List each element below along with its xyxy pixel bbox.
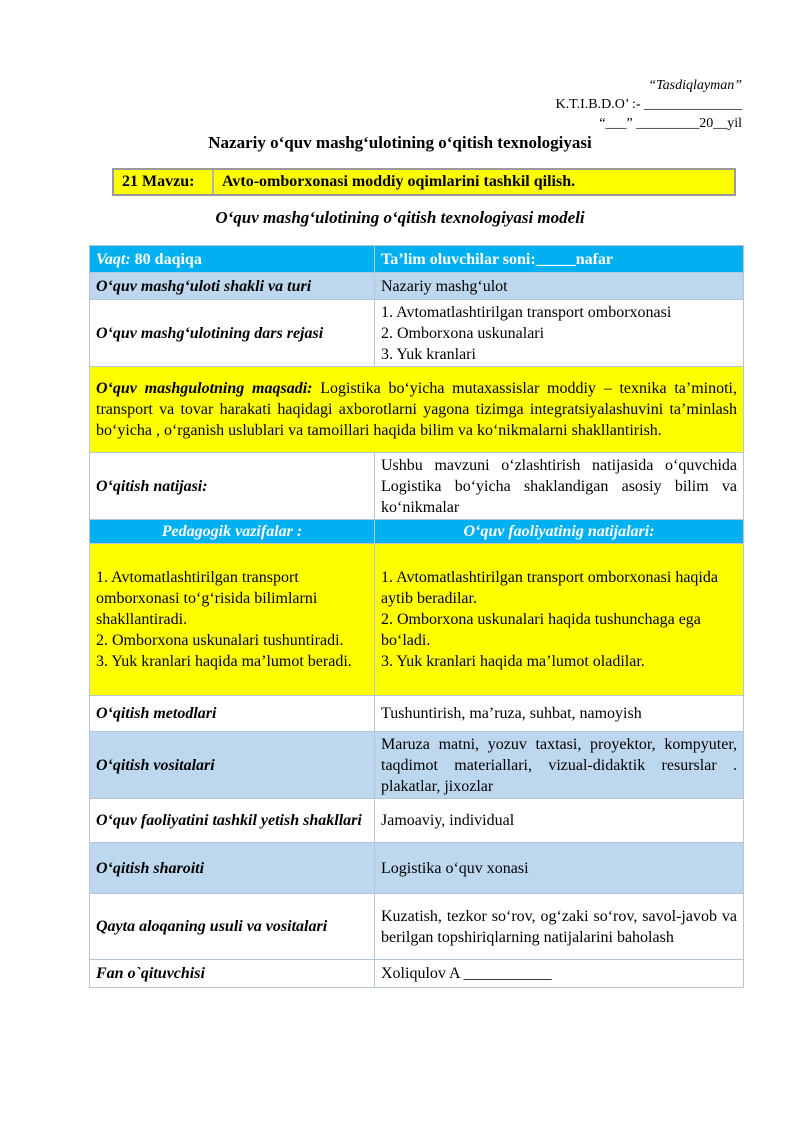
time-cell	[90, 246, 375, 273]
pedagogical-tasks-header: Pedagogik vazifalar :	[90, 520, 375, 544]
goal-label: O‘quv mashgulotning maqsadi:	[96, 380, 313, 397]
feedback-row	[90, 894, 744, 960]
organization-forms-label: O‘quv faoliyatini tashkil yetish shakllari	[90, 799, 375, 843]
form-label: O‘quv mashg‘uloti shakli va turi	[90, 273, 375, 300]
plan-item: 2. Omborxona uskunalari	[381, 324, 545, 342]
organization-line: K.T.I.B.D.O’ :- ______________	[555, 97, 742, 112]
learning-outcome: 2. Omborxona uskunalari haqida tushunchaga ega bo‘ladi.	[381, 611, 701, 649]
time-row	[90, 246, 744, 273]
time-label: Vaqt:	[96, 250, 131, 268]
learning-outcome: 1. Avtomatlashtirilgan transport omborxonasi haqida aytib beradilar.	[381, 569, 718, 607]
learning-outcome: 3. Yuk kranlari haqida ma’lumot oladilar.	[381, 653, 645, 670]
methods-label: O‘qitish metodlari	[90, 696, 375, 732]
result-label: O‘qitish natijasi:	[90, 453, 375, 520]
feedback-value: Kuzatish, tezkor so‘rov, og‘zaki so‘rov, savol-javob va berilgan topshiriqlarning natijalarini baholash	[375, 894, 744, 960]
tools-value: Maruza matni, yozuv taxtasi, proyektor, kompyuter, taqdimot materiallari, vizual-didaktik resurslar . plakatlar, jixozlar	[375, 732, 744, 799]
pedagogical-task: 2. Omborxona uskunalari tushuntiradi.	[96, 632, 344, 649]
topic-number: 21 Mavzu:	[114, 170, 214, 194]
pedagogical-task: 1. Avtomatlashtirilgan transport omborxonasi to‘g‘risida bilimlarni shakllantiradi.	[96, 569, 318, 628]
form-value: Nazariy mashg‘ulot	[375, 273, 744, 300]
objectives-row	[90, 544, 744, 696]
learning-outcomes-header: O‘quv faoliyatinig natijalari:	[375, 520, 744, 544]
plan-label: O‘quv mashg‘ulotining dars rejasi	[90, 300, 375, 367]
approval-text: “Tasdiqlayman”	[648, 78, 742, 93]
methods-row	[90, 696, 744, 732]
document-title: Nazariy o‘quv mashg‘ulotining o‘qitish texnologiyasi	[208, 133, 592, 152]
plan-list	[375, 300, 744, 367]
topic-box	[112, 168, 736, 196]
methods-value: Tushuntirish, ma’ruza, suhbat, namoyish	[375, 696, 744, 732]
students-count: Ta’lim oluvchilar soni:_____nafar	[375, 246, 744, 273]
teacher-label: Fan o`qituvchisi	[90, 960, 375, 988]
feedback-label: Qayta aloqaning usuli va vositalari	[90, 894, 375, 960]
plan-row	[90, 300, 744, 367]
date-line: “___” _________20__yil	[599, 116, 742, 131]
conditions-label: O‘qitish sharoiti	[90, 843, 375, 894]
form-row	[90, 273, 744, 300]
model-subtitle: O‘quv mashg‘ulotining o‘qitish texnologiyasi modeli	[215, 208, 585, 227]
objectives-header-row	[90, 520, 744, 544]
time-value: 80 daqiqa	[130, 250, 202, 268]
teacher-row	[90, 960, 744, 988]
goal-text: Logistika bo‘yicha mutaxassislar moddiy – texnika ta’minoti, transport va tovar harakati haqidagi axborotlarni yagona tizimga integratsiyalashuvini ta’minlash bo‘yicha , o‘rganish uslublari va tamoillari haqida bilim va ko‘nikmalarni shakllantirish.	[96, 380, 737, 439]
learning-outcomes-list	[375, 544, 744, 696]
tools-label: O‘qitish vositalari	[90, 732, 375, 799]
organization-forms-value: Jamoaviy, individual	[375, 799, 744, 843]
teacher-value: Xoliqulov A ___________	[375, 960, 744, 988]
conditions-value: Logistika o‘quv xonasi	[375, 843, 744, 894]
plan-item: 1. Avtomatlashtirilgan transport omborxonasi	[381, 303, 672, 321]
goal-cell	[90, 367, 744, 453]
lesson-model-table	[89, 245, 744, 988]
result-row	[90, 453, 744, 520]
goal-row	[90, 367, 744, 453]
topic-title: Avto-omborxonasi moddiy oqimlarini tashkil qilish.	[222, 173, 576, 190]
pedagogical-task: 3. Yuk kranlari haqida ma’lumot beradi.	[96, 653, 352, 670]
conditions-row	[90, 843, 744, 894]
organization-forms-row	[90, 799, 744, 843]
result-value: Ushbu mavzuni o‘zlashtirish natijasida o‘quvchida Logistika bo‘yicha shaklandigan asosiy bilim va ko‘nikmalar	[375, 453, 744, 520]
pedagogical-tasks-list	[90, 544, 375, 696]
tools-row	[90, 732, 744, 799]
plan-item: 3. Yuk kranlari	[381, 345, 476, 363]
